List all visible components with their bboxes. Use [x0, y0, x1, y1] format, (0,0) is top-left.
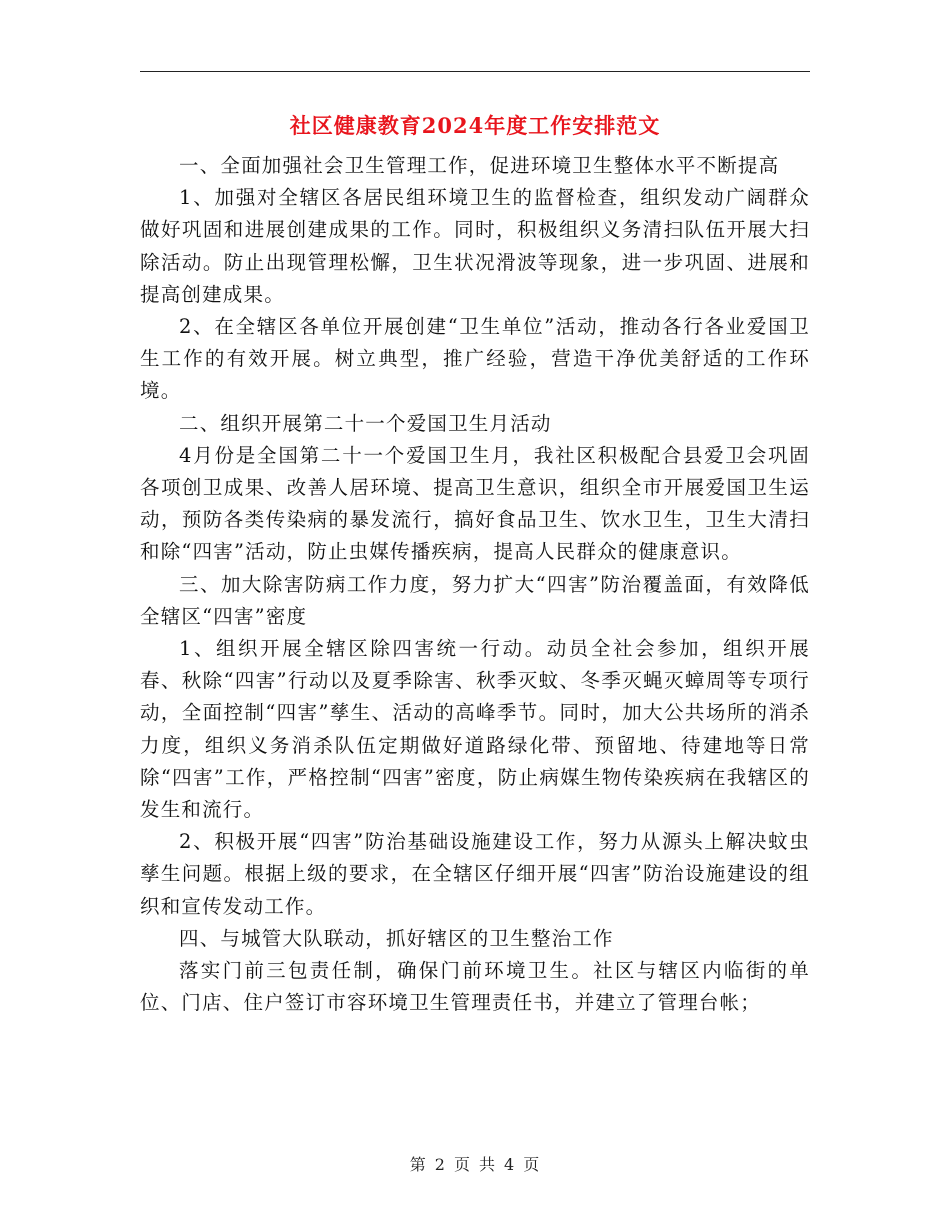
section-heading-1: 一、全面加强社会卫生管理工作，促进环境卫生整体水平不断提高: [179, 154, 780, 177]
paragraph: 1、组织开展全辖区除四害统一行动。动员全社会参加，组织开展春、秋除“四害”行动以及夏季除害、秋季灭蚊、冬季灭蝇灭蟑周等专项行动，全面控制“四害”孳生、活动的高峰季节。同时，加大公共场所的消杀力度，组织义务消杀队伍定期做好道路绿化带、预留地、待建地等日常除“四害”工作，严格控制“四害”密度，防止病媒生物传染疾病在我辖区的发生和流行。: [140, 637, 810, 822]
section-heading-2: 二、组织开展第二十一个爱国卫生月活动: [179, 411, 552, 435]
paragraph: 2、积极开展“四害”防治基础设施建设工作，努力从源头上解决蚊虫孳生问题。根据上级的要求，在全辖区仔细开展“四害”防治设施建设的组织和宣传发动工作。: [140, 830, 810, 918]
paragraph: 落实门前三包责任制，确保门前环境卫生。社区与辖区内临街的单位、门店、住户签订市容环境卫生管理责任书，并建立了管理台帐；: [140, 959, 810, 1015]
section-heading-3: 三、加大除害防病工作力度，努力扩大“四害”防治覆盖面，有效降低全辖区“四害”密度: [140, 572, 810, 628]
paragraph: 1、加强对全辖区各居民组环境卫生的监督检查，组织发动广阔群众做好巩固和进展创建成果的工作。同时，积极组织义务清扫队伍开展大扫除活动。防止出现管理松懈，卫生状况滑波等现象，进一步巩固、进展和提高创建成果。: [140, 186, 810, 306]
footer-page-word: 页: [453, 1155, 471, 1174]
footer-suffix: 页: [523, 1155, 541, 1174]
paragraph: 4月份是全国第二十一个爱国卫生月，我社区积极配合县爱卫会巩固各项创卫成果、改善人居环境、提高卫生意识，组织全市开展爱国卫生运动，预防各类传染病的暴发流行，搞好食品卫生、饮水卫生，卫生大清扫和除“四害”活动，防止虫媒传播疾病，提高人民群众的健康意识。: [140, 443, 810, 564]
document-body: [140, 150, 810, 1019]
footer-total-word: 共: [479, 1155, 497, 1174]
page-footer: [0, 1152, 950, 1175]
section-heading-4: 四、与城管大队联动，抓好辖区的卫生整治工作: [179, 926, 614, 950]
document-title: 社区健康教育2024年度工作安排范文: [289, 113, 661, 138]
paragraph: 2、在全辖区各单位开展创建“卫生单位”活动，推动各行各业爱国卫生工作的有效开展。树立典型，推广经验，营造干净优美舒适的工作环境。: [140, 315, 810, 403]
footer-total-pages: 4: [504, 1155, 516, 1174]
footer-prefix: 第: [409, 1155, 427, 1174]
header-rule: [140, 71, 810, 72]
footer-current-page: 2: [434, 1155, 446, 1174]
